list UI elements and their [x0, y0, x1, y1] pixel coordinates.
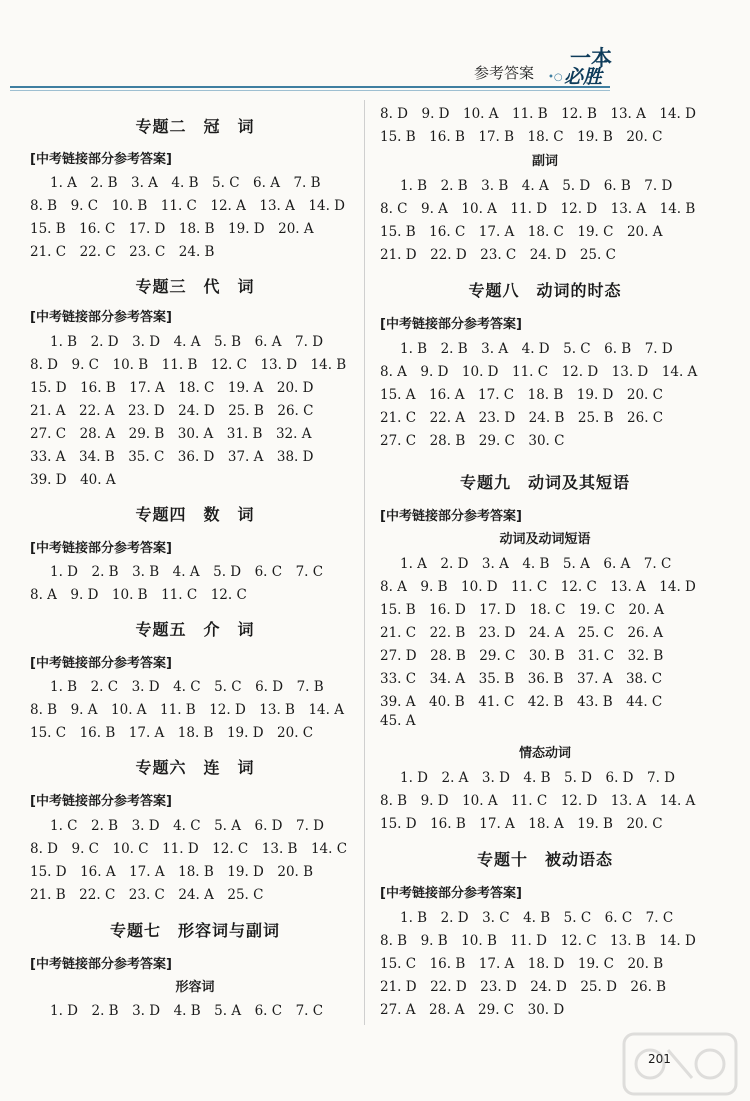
- answer-line: 8. B 9. A 10. A 11. B 12. D 13. B 14. A: [30, 702, 344, 718]
- answer-line: 33. C 34. A 35. B 36. B 37. A 38. C: [380, 671, 663, 687]
- subsection-heading: 动词及动词短语: [499, 532, 591, 547]
- answer-line: 15. C 16. B 17. A 18. D 19. C 20. B: [380, 956, 664, 972]
- answer-line: 39. D 40. A: [30, 472, 116, 488]
- answer-line: 1. D 2. A 3. D 4. B 5. D 6. D 7. D: [400, 770, 675, 786]
- section-heading: 专题四 数 词: [135, 505, 255, 524]
- logo-line2: 必胜: [564, 66, 603, 88]
- answer-key-label: [中考链接部分参考答案]: [380, 886, 522, 901]
- answer-key-label: [中考链接部分参考答案]: [30, 957, 172, 972]
- answer-line: 15. B 16. C 17. A 18. C 19. C 20. A: [380, 224, 663, 240]
- answer-line: 1. B 2. B 3. B 4. A 5. D 6. B 7. D: [400, 178, 673, 194]
- page-number: 201: [648, 1052, 671, 1066]
- answer-key-label: [中考链接部分参考答案]: [30, 541, 172, 556]
- answer-line: 15. D 16. B 17. A 18. C 19. A 20. D: [30, 380, 314, 396]
- section-heading: 专题六 连 词: [135, 758, 255, 777]
- section-heading: 专题八 动词的时态: [468, 281, 622, 300]
- answer-line: 1. D 2. B 3. D 4. B 5. A 6. C 7. C: [50, 1003, 324, 1019]
- answer-line: 8. D 9. D 10. A 11. B 12. B 13. A 14. D: [380, 106, 696, 122]
- answer-key-label: [中考链接部分参考答案]: [30, 656, 172, 671]
- column-divider: [364, 100, 365, 1025]
- subsection-heading: 形容词: [175, 980, 215, 995]
- section-heading: 专题十 被动语态: [476, 850, 613, 869]
- section-heading: 专题七 形容词与副词: [109, 921, 280, 940]
- answer-key-label: [中考链接部分参考答案]: [380, 509, 522, 524]
- answer-line: 8. D 9. C 10. C 11. D 12. C 13. B 14. C: [30, 841, 348, 857]
- answer-line: 45. A: [380, 713, 416, 729]
- section-heading: 专题三 代 词: [135, 277, 255, 296]
- answer-line: 33. A 34. B 35. C 36. D 37. A 38. D: [30, 449, 314, 465]
- answer-line: 8. B 9. B 10. B 11. D 12. C 13. B 14. D: [380, 933, 696, 949]
- answer-line: 21. B 22. C 23. C 24. A 25. C: [30, 887, 264, 903]
- answer-line: 21. D 22. D 23. C 24. D 25. C: [380, 247, 616, 263]
- answer-line: 15. D 16. A 17. A 18. B 19. D 20. B: [30, 864, 314, 880]
- answer-key-label: [中考链接部分参考答案]: [380, 317, 522, 332]
- answer-line: 8. A 9. D 10. D 11. C 12. D 13. D 14. A: [380, 364, 698, 380]
- header-rule: [10, 86, 610, 88]
- answer-line: 8. B 9. D 10. A 11. C 12. D 13. A 14. A: [380, 793, 696, 809]
- header-title: 参考答案: [474, 64, 535, 82]
- answer-line: 15. C 16. B 17. A 18. B 19. D 20. C: [30, 725, 314, 741]
- answer-line: 21. C 22. B 23. D 24. A 25. C 26. A: [380, 625, 663, 641]
- answer-line: 21. A 22. A 23. D 24. D 25. B 26. C: [30, 403, 314, 419]
- page-header: [0, 0, 750, 98]
- subsection-heading: 副词: [531, 154, 558, 169]
- answer-line: 27. D 28. B 29. C 30. B 31. C 32. B: [380, 648, 664, 664]
- answer-line: 15. B 16. C 17. D 18. B 19. D 20. A: [30, 221, 314, 237]
- answer-line: 1. B 2. C 3. D 4. C 5. C 6. D 7. B: [50, 679, 324, 695]
- answer-line: 15. B 16. B 17. B 18. C 19. B 20. C: [380, 129, 663, 145]
- answer-line: 8. C 9. A 10. A 11. D 12. D 13. A 14. B: [380, 201, 696, 217]
- subsection-heading: 情态动词: [518, 746, 571, 761]
- answer-line: 21. D 22. D 23. D 24. D 25. D 26. B: [380, 979, 667, 995]
- logo-dots-icon: •○: [548, 72, 563, 83]
- answer-line: 15. A 16. A 17. C 18. B 19. D 20. C: [380, 387, 663, 403]
- answer-line: 21. C 22. C 23. C 24. B: [30, 244, 215, 260]
- answer-line: 1. A 2. B 3. A 4. B 5. C 6. A 7. B: [50, 175, 321, 191]
- answer-line: 8. A 9. B 10. D 11. C 12. C 13. A 14. D: [380, 579, 696, 595]
- answer-line: 39. A 40. B 41. C 42. B 43. B 44. C: [380, 694, 663, 710]
- answer-line: 1. A 2. D 3. A 4. B 5. A 6. A 7. C: [400, 556, 672, 572]
- answer-line: 21. C 22. A 23. D 24. B 25. B 26. C: [380, 410, 664, 426]
- answer-line: 8. A 9. D 10. B 11. C 12. C: [30, 587, 247, 603]
- section-heading: 专题九 动词及其短语: [459, 473, 630, 492]
- answer-line: 1. D 2. B 3. B 4. A 5. D 6. C 7. C: [50, 564, 324, 580]
- answer-line: 27. C 28. B 29. C 30. C: [380, 433, 565, 449]
- header-rule-thin: [10, 90, 610, 91]
- brand-logo: [548, 40, 628, 92]
- answer-line: 1. B 2. B 3. A 4. D 5. C 6. B 7. D: [400, 341, 673, 357]
- answer-key-label: [中考链接部分参考答案]: [30, 152, 172, 167]
- answer-key-label: [中考链接部分参考答案]: [30, 310, 172, 325]
- logo-line1: 一本: [570, 45, 612, 70]
- answer-line: 8. D 9. C 10. B 11. B 12. C 13. D 14. B: [30, 357, 347, 373]
- answer-line: 15. B 16. D 17. D 18. C 19. C 20. A: [380, 602, 665, 618]
- answer-line: 1. B 2. D 3. C 4. B 5. C 6. C 7. C: [400, 910, 674, 926]
- answer-line: 8. B 9. C 10. B 11. C 12. A 13. A 14. D: [30, 198, 345, 214]
- answer-line: 27. A 28. A 29. C 30. D: [380, 1002, 565, 1018]
- section-heading: 专题二 冠 词: [135, 117, 255, 136]
- watermark-stamp-icon: [620, 1030, 740, 1098]
- answer-line: 1. C 2. B 3. D 4. C 5. A 6. D 7. D: [50, 818, 325, 834]
- answer-line: 27. C 28. A 29. B 30. A 31. B 32. A: [30, 426, 312, 442]
- section-heading: 专题五 介 词: [135, 620, 255, 639]
- answer-line: 1. B 2. D 3. D 4. A 5. B 6. A 7. D: [50, 334, 324, 350]
- answer-key-label: [中考链接部分参考答案]: [30, 794, 172, 809]
- answer-line: 15. D 16. B 17. A 18. A 19. B 20. C: [380, 816, 663, 832]
